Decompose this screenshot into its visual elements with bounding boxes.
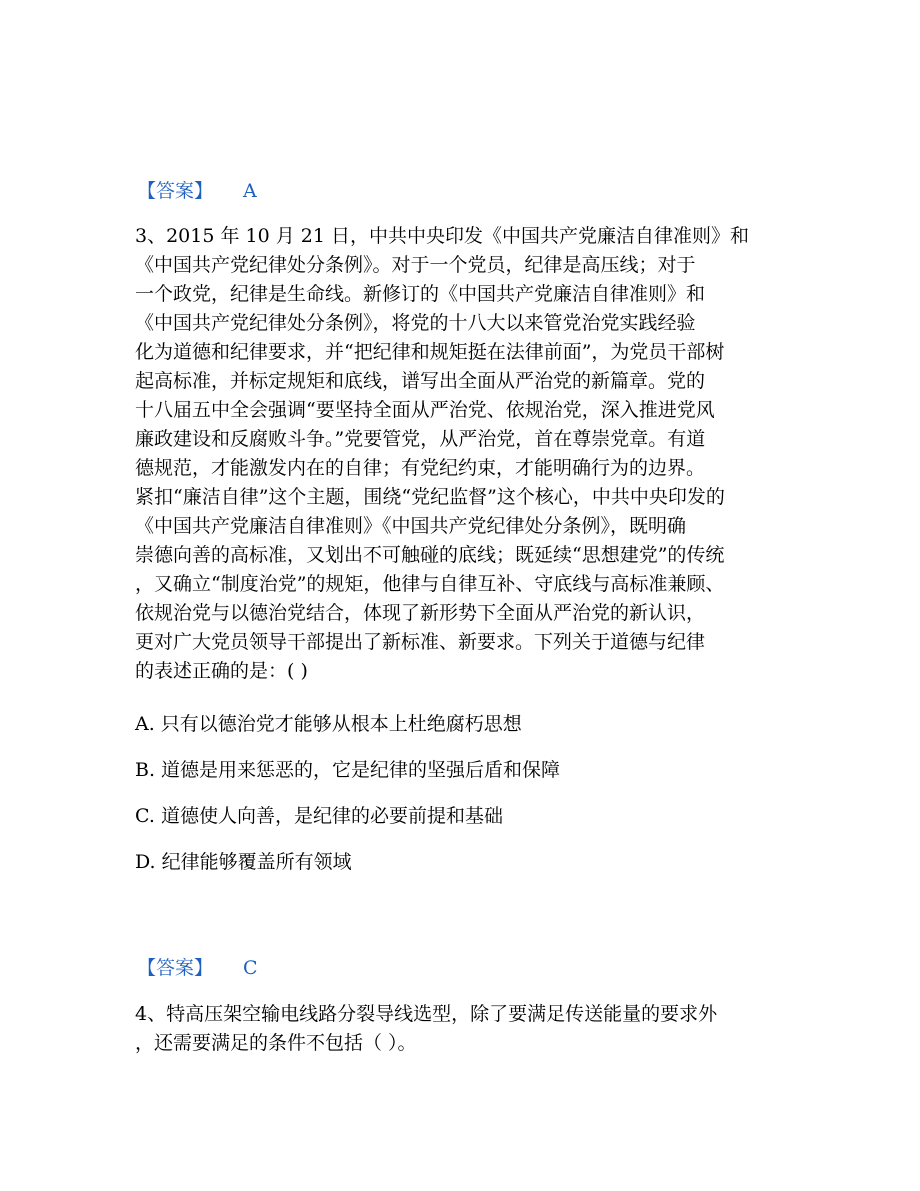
options-list: [135, 710, 560, 894]
question-line: 崇德向善的高标准，又划出不可触碰的底线；既延续“思想建党”的传统: [135, 544, 725, 566]
option-c: C. 道德使人向善，是纪律的必要前提和基础: [135, 805, 503, 827]
answer-block-2: [137, 956, 258, 980]
question-line: 德规范，才能激发内在的自律；有党纪约束，才能明确行为的边界。: [135, 457, 706, 479]
question-4: [135, 1000, 785, 1058]
question-line: 的表述正确的是：( ): [135, 660, 308, 682]
question-line: ，又确立“制度治党”的规矩，他律与自律互补、守底线与高标准兼顾、: [135, 573, 725, 595]
answer-value: A: [243, 180, 257, 202]
question-line: 更对广大党员领导干部提出了新标准、新要求。下列关于道德与纪律: [135, 631, 706, 653]
question-line: 紧扣“廉洁自律”这个主题，围绕“党纪监督”这个核心，中共中央印发的: [135, 486, 725, 508]
question-line: 一个政党，纪律是生命线。新修订的《中国共产党廉洁自律准则》和: [135, 283, 706, 305]
option-a: A. 只有以德治党才能够从根本上杜绝腐朽思想: [135, 713, 522, 735]
answer-block-1: [137, 179, 257, 203]
question-line: 3、2015 年 10 月 21 日，中共中央印发《中国共产党廉洁自律准则》和: [135, 225, 749, 247]
question-line: 依规治党与以德治党结合，体现了新形势下全面从严治党的新认识，: [135, 602, 706, 624]
option-b: B. 道德是用来惩恶的，它是纪律的坚强后盾和保障: [135, 759, 561, 781]
question-line: 《中国共产党纪律处分条例》。对于一个党员，纪律是高压线；对于: [135, 254, 696, 276]
answer-label: 【答案】: [137, 957, 214, 979]
question-line: 廉政建设和反腐败斗争。”党要管党，从严治党，首在尊崇党章。有道: [135, 428, 706, 450]
question-line: 4、特高压架空输电线路分裂导线选型，除了要满足传送能量的要求外: [135, 1003, 718, 1025]
question-line: 《中国共产党廉洁自律准则》《中国共产党纪律处分条例》，既明确: [135, 515, 687, 537]
answer-value: C: [243, 957, 258, 979]
question-line: 化为道德和纪律要求，并“把纪律和规矩挺在法律前面”，为党员干部树: [135, 341, 725, 363]
question-3: [135, 222, 785, 686]
option-d: D. 纪律能够覆盖所有领域: [135, 851, 352, 873]
question-line: 《中国共产党纪律处分条例》，将党的十八大以来管党治党实践经验: [135, 312, 696, 334]
question-line: 起高标准，并标定规矩和底线，谱写出全面从严治党的新篇章。党的: [135, 370, 706, 392]
question-line: ，还需要满足的条件不包括（ ）。: [135, 1032, 417, 1054]
answer-label: 【答案】: [137, 180, 214, 202]
question-line: 十八届五中全会强调“要坚持全面从严治党、依规治党，深入推进党风: [135, 399, 715, 421]
